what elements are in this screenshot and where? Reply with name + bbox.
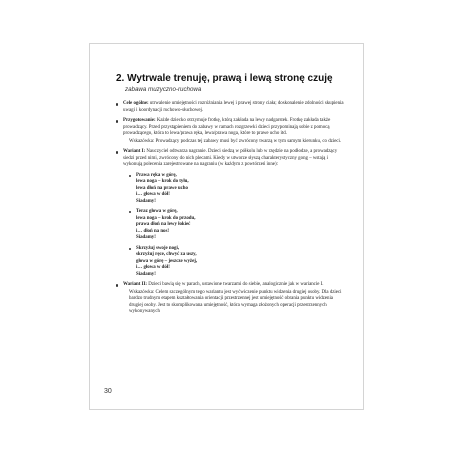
item-text: Każde dziecko otrzymuje frotkę, którą zakłada na lewy nadgarstek. Frotkę zakłada także prowadzący. Przed przystąpieniem do zabawy w ramach rozgrzewki dzieci przypominają sobie z pomocą prowadzącego, która to lewa/prawa ręka, lewa/prawa noga, które to prawe ucho itd. xyxy=(123,118,331,136)
book-page xyxy=(89,43,364,410)
verse-line: Siadamy! xyxy=(136,235,156,240)
verse-line: lewa dłoń na prawe ucho xyxy=(136,185,188,191)
item-text: Dzieci bawią się w parach, ustawione twarzami do siebie, analogicznie jak w wariancie I. xyxy=(148,282,324,287)
item-lead: Wariant II: xyxy=(123,282,148,287)
item-lead: Wariant I: xyxy=(123,149,146,154)
item-cele xyxy=(116,101,344,114)
verse-line: Prawa ręka w górę, xyxy=(136,172,177,178)
verse-line: głowa w górę – jeszcze wyżej, xyxy=(136,258,198,264)
instruction-list xyxy=(116,101,344,316)
verse-line: lewa noga – krok do przodu, xyxy=(136,215,196,221)
verse xyxy=(129,173,344,206)
verse-line: i… dłoń na nos! xyxy=(136,228,170,234)
verse-line: skrzyżuj ręce, chwyć za uszy, xyxy=(136,252,197,257)
verse-line: Teraz głowa w górę, xyxy=(136,209,178,214)
item-lead: Przygotowanie: xyxy=(123,118,156,123)
section-title: 2. Wytrwale trenuję, prawą i lewą stronę czuję xyxy=(116,73,333,84)
item-wariant-2 xyxy=(116,282,344,316)
item-note: Wskazówka: Celem szczególnym tego wariantu jest wyćwiczenie punktu widzenia drugiej osoby. Dla dzieci bardzo trudnym etapem kształtowania orientacji przestrzennej jest umiejętność obrania punktu widzenia drugiej osoby. Jest to skomplikowana umiejętność, która wymaga złożonych operacji przestrzennych wykonywanych xyxy=(129,289,342,314)
verse xyxy=(129,246,344,279)
item-przygotowanie xyxy=(116,118,344,145)
verse-line: i… głowa w dół! xyxy=(136,265,170,270)
verse-line: Siadamy! xyxy=(136,271,156,277)
verse-line: lewa noga – krok do tyłu, xyxy=(136,179,189,184)
page-content xyxy=(116,73,344,320)
verse-line: Siadamy! xyxy=(136,198,156,204)
item-wariant-1 xyxy=(116,149,344,278)
section-subtitle: zabawa muzyczno-ruchowa xyxy=(125,86,202,93)
song-verses xyxy=(123,173,344,279)
item-note: Wskazówka: Prowadzący podczas tej zabawy musi być zwrócony twarzą w tym samym kierunku, co dzieci. xyxy=(129,138,342,144)
item-text: Nauczyciel odtwarza nagranie. Dzieci siedzą w półkolu lub w rzędzie na podłodze, a prowadzący siedzi przed nimi, zwrócony do nich plecami. Kiedy w utworze słyszą charakterystyczny gong – wstają i wykonują polecenia zarejestrowane na nagraniu (w każdym z powtórzeń inne): xyxy=(123,149,338,167)
verse-line: Skrzyżuj swoje nogi, xyxy=(136,245,180,251)
verse-line: i… głowa w dół! xyxy=(136,192,170,197)
verse xyxy=(129,209,344,242)
verse-line: prawa dłoń na lewy łokieć xyxy=(136,222,191,227)
page-number: 30 xyxy=(104,388,112,395)
item-lead: Cele ogólne: xyxy=(123,101,149,106)
item-text: utrwalenie umiejętności rozróżniania lewej i prawej strony ciała; doskonalenie zdolności skupienia uwagi i koordynacji ruchowo-słuchowej. xyxy=(123,101,344,113)
